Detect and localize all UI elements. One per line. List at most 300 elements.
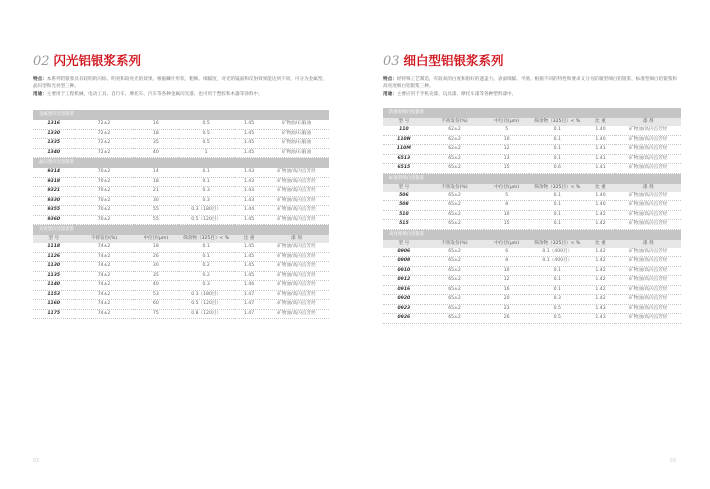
table-cell: 16: [134, 120, 178, 129]
table-cell: 70±2: [74, 168, 133, 177]
model-cell: 510: [383, 210, 425, 220]
group-header-row: [383, 229, 681, 240]
table-cell: 0.1: [529, 154, 586, 164]
model-cell: 0910: [383, 266, 425, 276]
table-cell: 16: [484, 285, 529, 295]
table-cell: 30: [134, 262, 178, 272]
table-row: [383, 266, 681, 276]
table-cell: 1.42: [586, 276, 616, 286]
table-cell: 10: [484, 135, 529, 145]
table-cell: 0.1: [178, 177, 234, 187]
section-number: 02: [33, 54, 50, 69]
table-row: [383, 192, 681, 201]
table-cell: 65±2: [425, 304, 485, 314]
table-cell: 0.5: [178, 120, 234, 129]
table-cell: 65±2: [425, 248, 485, 257]
table-cell: 72±2: [74, 129, 133, 139]
table-cell: 65±2: [425, 276, 485, 286]
table-cell: 1.45: [234, 120, 264, 129]
group-name: 晶闪型闪光铝银浆: [33, 158, 329, 169]
model-cell: 508: [383, 201, 425, 211]
table-cell: 18: [134, 129, 178, 139]
model-cell: 1130: [33, 262, 74, 272]
table-cell: 72±2: [74, 120, 133, 129]
model-cell: 1118: [33, 243, 74, 252]
table-cell: 矿物油/高闪点芳烃: [264, 252, 329, 262]
table-cell: 矿物油/高闪点芳烃: [615, 295, 681, 305]
table-cell: 0.1: [529, 192, 586, 201]
table-cell: 55: [134, 206, 178, 216]
table-cell: 15: [484, 220, 529, 230]
table-cell: 0.5: [529, 304, 586, 314]
intro-text: [33, 76, 328, 99]
table-cell: 12: [484, 276, 529, 286]
table-cell: 72±2: [74, 139, 133, 149]
table-cell: 0.1: [178, 243, 234, 252]
table-cell: 40: [134, 148, 178, 158]
table-cell: 65±2: [425, 154, 485, 164]
table-cell: 12: [484, 145, 529, 155]
table-cell: 55: [134, 215, 178, 225]
table-cell: 65±2: [425, 257, 485, 267]
spec-table: [383, 108, 681, 324]
model-cell: 1335: [33, 139, 74, 149]
table-cell: 1.42: [586, 210, 616, 220]
table-cell: 0.1: [529, 145, 586, 155]
table-cell: 1.42: [586, 295, 616, 305]
column-header: 型 号: [383, 240, 425, 248]
table-cell: 0.5: [529, 314, 586, 324]
table-cell: 65±2: [425, 210, 485, 220]
table-cell: 1.41: [586, 154, 616, 164]
column-header-row: [383, 240, 681, 248]
table-cell: 1.42: [586, 257, 616, 267]
model-cell: 0923: [383, 304, 425, 314]
table-cell: 0.3（180目）: [178, 206, 234, 216]
table-cell: 矿物油/高闪点芳烃: [615, 210, 681, 220]
table-cell: 74±2: [74, 281, 133, 291]
table-cell: 0.3: [178, 196, 234, 206]
table-cell: 0.1（400目）: [529, 257, 586, 267]
group-name: 金属型闪光铝银浆: [33, 110, 329, 120]
table-cell: 矿物油/高闪点芳烃: [264, 290, 329, 300]
table-cell: 35: [134, 271, 178, 281]
table-cell: 矿物油/高闪点芳烃: [615, 266, 681, 276]
model-cell: 0916: [383, 285, 425, 295]
table-cell: 矿物油/高闪点芳烃: [615, 248, 681, 257]
table-cell: 14: [134, 168, 178, 177]
table-cell: 0.1: [178, 168, 234, 177]
table-row: [383, 295, 681, 305]
model-cell: 0912: [383, 276, 425, 286]
table-cell: 1.45: [234, 215, 264, 225]
model-cell: 1316: [33, 120, 74, 129]
table-cell: 矿物油/高闪点芳烃: [615, 304, 681, 314]
table-cell: 矿物油/高闪点芳烃: [615, 257, 681, 267]
column-header: 比 重: [234, 235, 264, 243]
section-name: 细白型铝银浆系列: [403, 53, 504, 68]
table-cell: 0.6: [529, 164, 586, 174]
column-header: 中位径(μm): [484, 240, 529, 248]
table-cell: 矿物油/高闪点芳烃: [264, 281, 329, 291]
table-cell: 0.1: [529, 201, 586, 211]
model-cell: 1140: [33, 281, 74, 291]
table-cell: 矿物油/高闪点芳烃: [264, 177, 329, 187]
table-cell: 1.45: [234, 243, 264, 252]
table-cell: 0.3（180目）: [178, 290, 234, 300]
table-cell: 0.1: [529, 220, 586, 230]
section-title: [383, 51, 504, 69]
usage-paragraph: 用途：主要用于工程机械、电动工具、自行车、摩托车、汽车等各种金属闪光漆，也可用于塑胶和木器等涂料中。: [33, 92, 263, 97]
table-row: [33, 300, 329, 310]
table-cell: 75: [134, 309, 178, 319]
table-row: [33, 252, 329, 262]
table-cell: 1.43: [234, 168, 264, 177]
table-row: [383, 314, 681, 324]
table-cell: 10: [484, 210, 529, 220]
table-cell: 矿物油/高闪点芳烃: [615, 164, 681, 174]
table-cell: 矿物油/高闪点芳烃: [615, 154, 681, 164]
table-cell: 1.45: [234, 262, 264, 272]
table-row: [383, 135, 681, 145]
table-row: [383, 248, 681, 257]
table-cell: 65±2: [425, 201, 485, 211]
features-paragraph: 特点：本系列铝银浆具有较明的闪烁、明亮和较亮光的效果。根据鳞片形状、粗细、细腻度，对光的镜面和反射效果能达到不同，可分为金属型、晶闪型和光亮型三种。: [33, 77, 328, 89]
table-cell: 1.42: [586, 266, 616, 276]
table-row: [33, 262, 329, 272]
table-cell: 70±2: [74, 206, 133, 216]
page-number: 03: [669, 458, 676, 464]
table-cell: 1.43: [586, 314, 616, 324]
column-header: 中位径(μm): [484, 118, 529, 126]
features-paragraph: 特点：经特殊工艺制造，有较高的白度和很好的遮盖力。表面细腻、平滑。根据不同的特性和要求又分为防腐型细白铝银浆、标准型细白铝银浆和高亮度细白铝银浆三种。: [383, 77, 678, 89]
table-cell: 1.47: [234, 300, 264, 310]
section-name: 闪光铝银浆系列: [53, 53, 142, 68]
column-header: 中位径(μm): [484, 184, 529, 192]
model-cell: 110: [383, 126, 425, 135]
table-cell: 矿物油/高闪点芳烃: [615, 276, 681, 286]
column-header: 筛余物（325目）< %: [529, 240, 586, 248]
table-cell: 65±2: [425, 220, 485, 230]
column-header: 漆 剂: [615, 118, 681, 126]
model-cell: 506: [383, 192, 425, 201]
table-cell: 30: [134, 196, 178, 206]
table-cell: 0.3: [178, 281, 234, 291]
model-cell: 6513: [383, 154, 425, 164]
model-cell: 9321: [33, 187, 74, 197]
right-page: [355, 0, 710, 489]
column-header: 比 重: [586, 184, 616, 192]
table-cell: 矿物油/高闪点芳烃: [615, 145, 681, 155]
table-cell: 1.47: [234, 309, 264, 319]
table-cell: 70±2: [74, 196, 133, 206]
table-cell: 矿物油/高闪点芳烃: [264, 187, 329, 197]
column-header-row: [33, 235, 329, 243]
table-cell: 矿物油/高闪点芳烃: [615, 192, 681, 201]
model-cell: 1126: [33, 252, 74, 262]
column-header: 不挥发份(%): [425, 184, 485, 192]
table-cell: 矿物油/高闪点芳烃: [615, 285, 681, 295]
table-cell: 65±2: [425, 285, 485, 295]
table-row: [383, 285, 681, 295]
column-header: 型 号: [383, 184, 425, 192]
table-cell: 矿物油/高闪点芳烃: [615, 201, 681, 211]
table-cell: 10: [484, 266, 529, 276]
column-header: 漆 剂: [615, 184, 681, 192]
table-cell: 62±2: [425, 135, 485, 145]
table-cell: 1.45: [234, 129, 264, 139]
table-cell: 70±2: [74, 177, 133, 187]
section-title: [33, 51, 141, 69]
column-header: 漆 剂: [615, 240, 681, 248]
column-header: 比 重: [586, 240, 616, 248]
table-cell: 1: [178, 148, 234, 158]
table-cell: 矿物油/高闪点芳烃: [264, 215, 329, 225]
table-cell: 65±2: [425, 266, 485, 276]
table-cell: 1.45: [234, 148, 264, 158]
table-row: [383, 210, 681, 220]
table-cell: 矿物油/高闪点芳烃: [615, 220, 681, 230]
table-row: [383, 257, 681, 267]
table-cell: 0.1: [178, 252, 234, 262]
column-header: 中位径(μm): [134, 235, 178, 243]
group-name: 高亮度细白铝银浆: [383, 229, 681, 240]
table-cell: 1.43: [234, 177, 264, 187]
table-cell: 18: [134, 243, 178, 252]
table-cell: 0.5: [178, 129, 234, 139]
table-cell: 53: [134, 290, 178, 300]
table-row: [33, 187, 329, 197]
table-cell: 65±2: [425, 192, 485, 201]
model-cell: 9318: [33, 177, 74, 187]
column-header: 筛余物（325目）< %: [529, 118, 586, 126]
table-cell: 矿物油/高闪点芳烃: [264, 196, 329, 206]
table-cell: 74±2: [74, 271, 133, 281]
table-cell: 23: [484, 304, 529, 314]
usage-paragraph: 用途：主要应用于手机壳漆、玩具漆、摩托车漆等各种塑料漆中。: [383, 92, 517, 97]
table-cell: 矿物油/高闪点芳烃: [264, 206, 329, 216]
table-cell: 0.1: [529, 210, 586, 220]
model-cell: 6515: [383, 164, 425, 174]
section-number: 03: [383, 54, 400, 69]
table-cell: 6: [484, 248, 529, 257]
table-cell: 8: [484, 201, 529, 211]
table-cell: 0.1（400目）: [529, 248, 586, 257]
table-row: [383, 220, 681, 230]
table-cell: 8: [484, 257, 529, 267]
table-cell: 1.46: [234, 281, 264, 291]
table-cell: 0.5（120目）: [178, 215, 234, 225]
table-row: [33, 139, 329, 149]
column-header: 不挥发份(%): [425, 240, 485, 248]
table-row: [383, 201, 681, 211]
table-cell: 60: [134, 300, 178, 310]
table-cell: 0.3: [178, 187, 234, 197]
group-header-row: [383, 173, 681, 184]
table-cell: 矿物油/石脑油: [264, 148, 329, 158]
table-cell: 0.1: [529, 266, 586, 276]
column-header: 不挥发份(%): [425, 118, 485, 126]
column-header: 型 号: [33, 235, 74, 243]
table-cell: 1.40: [586, 135, 616, 145]
model-cell: 110N: [383, 135, 425, 145]
model-cell: 1175: [33, 309, 74, 319]
table-cell: 1.40: [586, 126, 616, 135]
model-cell: 9314: [33, 168, 74, 177]
model-cell: 1160: [33, 300, 74, 310]
table-cell: 矿物油/高闪点芳烃: [615, 126, 681, 135]
table-cell: 1.45: [234, 139, 264, 149]
table-cell: 1.40: [586, 192, 616, 201]
table-row: [33, 290, 329, 300]
table-row: [383, 276, 681, 286]
model-cell: 515: [383, 220, 425, 230]
table-row: [33, 168, 329, 177]
table-cell: 18: [134, 177, 178, 187]
model-cell: 1330: [33, 129, 74, 139]
table-row: [33, 215, 329, 225]
table-cell: 40: [134, 281, 178, 291]
table-row: [383, 154, 681, 164]
table-cell: 矿物油/高闪点芳烃: [264, 300, 329, 310]
table-cell: 5: [484, 192, 529, 201]
table-cell: 矿物油/高闪点芳烃: [264, 309, 329, 319]
model-cell: 110M: [383, 145, 425, 155]
table-row: [33, 281, 329, 291]
table-cell: 62±2: [425, 126, 485, 135]
column-header: 比 重: [586, 118, 616, 126]
table-row: [33, 206, 329, 216]
table-cell: 70±2: [74, 215, 133, 225]
table-cell: 65±2: [425, 314, 485, 324]
table-cell: 62±2: [425, 145, 485, 155]
table-cell: 74±2: [74, 300, 133, 310]
table-row: [33, 129, 329, 139]
table-cell: 74±2: [74, 262, 133, 272]
table-cell: 矿物油/高闪点芳烃: [264, 168, 329, 177]
table-cell: 0.1: [529, 126, 586, 135]
table-cell: 矿物油/石脑油: [264, 139, 329, 149]
table-cell: 1.42: [586, 285, 616, 295]
table-cell: 15: [484, 164, 529, 174]
table-cell: 1.44: [234, 206, 264, 216]
table-cell: 20: [484, 295, 529, 305]
table-cell: 矿物油/高闪点芳烃: [264, 271, 329, 281]
table-row: [383, 145, 681, 155]
table-cell: 矿物油/石脑油: [264, 120, 329, 129]
table-cell: 74±2: [74, 309, 133, 319]
page-number: 02: [33, 458, 40, 464]
table-cell: 1.43: [586, 304, 616, 314]
column-header: 漆 剂: [264, 235, 329, 243]
table-cell: 13: [484, 154, 529, 164]
table-cell: 矿物油/高闪点芳烃: [615, 135, 681, 145]
table-cell: 1.42: [586, 248, 616, 257]
table-cell: 1.43: [234, 196, 264, 206]
table-cell: 70±2: [74, 187, 133, 197]
table-cell: 1.45: [234, 252, 264, 262]
group-header-row: [33, 225, 329, 236]
group-header-row: [33, 110, 329, 120]
table-cell: 1.45: [234, 271, 264, 281]
table-cell: 35: [134, 139, 178, 149]
table-row: [33, 196, 329, 206]
table-cell: 1.41: [586, 164, 616, 174]
table-cell: 0.8（120目）: [178, 309, 234, 319]
table-cell: 0.5: [178, 139, 234, 149]
model-cell: 1340: [33, 148, 74, 158]
model-cell: 0906: [383, 248, 425, 257]
table-cell: 74±2: [74, 290, 133, 300]
table-cell: 0.1: [529, 285, 586, 295]
table-row: [33, 271, 329, 281]
spec-table: [33, 110, 329, 319]
model-cell: 0920: [383, 295, 425, 305]
table-cell: 26: [484, 314, 529, 324]
table-cell: 1.47: [234, 290, 264, 300]
table-row: [33, 148, 329, 158]
column-header-row: [383, 118, 681, 126]
table-cell: 1.40: [586, 201, 616, 211]
table-cell: 74±2: [74, 243, 133, 252]
table-cell: 0.3: [529, 295, 586, 305]
table-cell: 0.1: [529, 276, 586, 286]
table-cell: 26: [134, 252, 178, 262]
table-row: [33, 120, 329, 129]
table-row: [33, 177, 329, 187]
table-cell: 矿物油/高闪点芳烃: [264, 262, 329, 272]
table-cell: 0.5（120目）: [178, 300, 234, 310]
table-row: [33, 309, 329, 319]
table-cell: 21: [134, 187, 178, 197]
table-cell: 0.2: [178, 262, 234, 272]
table-cell: 矿物油/石脑油: [264, 129, 329, 139]
column-header: 型 号: [383, 118, 425, 126]
model-cell: 9330: [33, 196, 74, 206]
column-header-row: [383, 184, 681, 192]
table-cell: 1.43: [234, 187, 264, 197]
table-row: [383, 126, 681, 135]
table-row: [33, 243, 329, 252]
model-cell: 1135: [33, 271, 74, 281]
table-cell: 0.2: [178, 271, 234, 281]
column-header: 筛余物（325目）< %: [529, 184, 586, 192]
table-cell: 65±2: [425, 295, 485, 305]
column-header: 筛余物（325目）< %: [178, 235, 234, 243]
table-row: [383, 164, 681, 174]
group-name: 标准型细白铝银浆: [383, 173, 681, 184]
model-cell: 9355: [33, 206, 74, 216]
table-cell: 65±2: [425, 164, 485, 174]
model-cell: 1153: [33, 290, 74, 300]
table-cell: 0.1: [529, 135, 586, 145]
column-header: 不挥发份(%): [74, 235, 133, 243]
intro-text: [383, 76, 681, 99]
group-header-row: [33, 158, 329, 169]
table-cell: 1.42: [586, 220, 616, 230]
table-cell: 72±2: [74, 148, 133, 158]
group-header-row: [383, 108, 681, 118]
table-cell: 5: [484, 126, 529, 135]
model-cell: 0926: [383, 314, 425, 324]
group-name: 防腐型细白铝银浆: [383, 108, 681, 118]
table-cell: 74±2: [74, 252, 133, 262]
model-cell: 0908: [383, 257, 425, 267]
table-cell: 矿物油/高闪点芳烃: [264, 243, 329, 252]
model-cell: 9360: [33, 215, 74, 225]
table-cell: 1.41: [586, 145, 616, 155]
table-row: [383, 304, 681, 314]
